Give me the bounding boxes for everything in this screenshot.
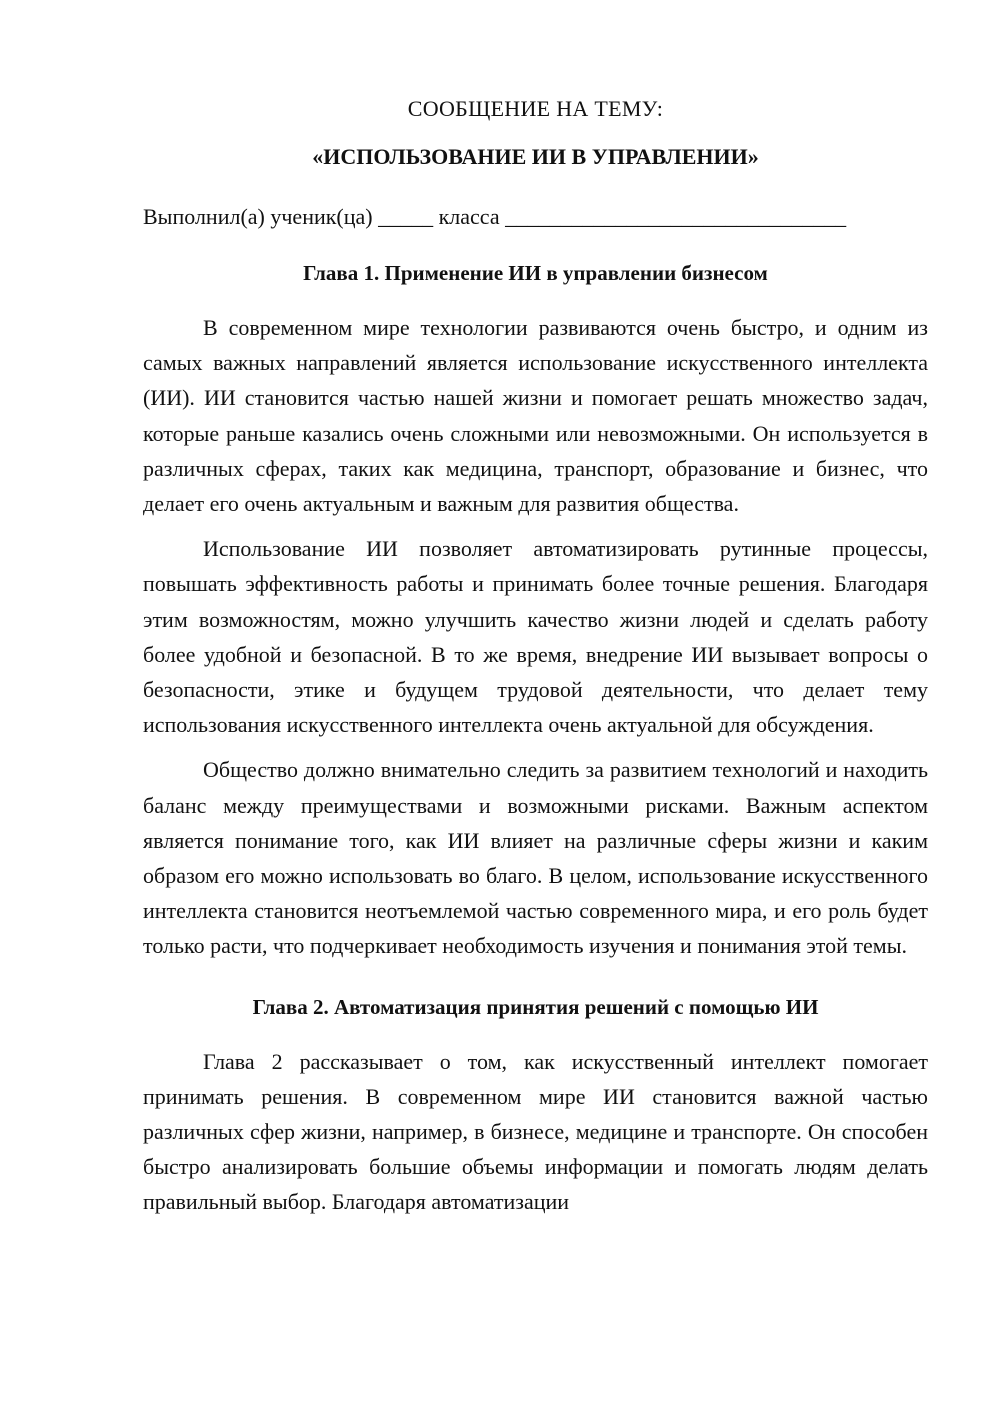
document-title: «ИСПОЛЬЗОВАНИЕ ИИ В УПРАВЛЕНИИ» <box>312 144 759 169</box>
chapter-2 <box>143 990 928 1220</box>
chapter-1-paragraph-3: Общество должно внимательно следить за развитием технологий и находить баланс между преимуществами и возможными рисками. Важным аспектом является понимание того, как ИИ влияет на различные сферы жизни и каким образом его можно использовать во благо. В целом, использование искусственного интеллекта становится неотъемлемой частью современного мира, и его роль будет только расти, что подчеркивает необходимость изучения и понимания этой темы. <box>143 757 928 959</box>
chapter-2-paragraph-1: Глава 2 рассказывает о том, как искусственный интеллект помогает принимать решения. В современном мире ИИ становится важной частью различных сфер жизни, например, в бизнесе, медицине и транспорте. Он способен быстро анализировать большие объемы информации и помогать людям делать правильный выбор. Благодаря автоматизации <box>143 1048 928 1215</box>
document-page <box>143 92 928 1220</box>
chapter-1 <box>143 256 928 964</box>
chapter-1-heading: Глава 1. Применение ИИ в управлении бизнесом <box>303 261 768 285</box>
chapter-2-heading: Глава 2. Автоматизация принятия решений с помощью ИИ <box>252 994 819 1019</box>
chapter-1-paragraph-2: Использование ИИ позволяет автоматизировать рутинные процессы, повышать эффективность работы и принимать более точные решения. Благодаря этим возможностям, можно улучшить качество жизни людей и сделать работу более удобной и безопасной. В то же время, внедрение ИИ вызывает вопросы о безопасности, этике и будущем трудовой деятельности, что делает тему использования искусственного интеллекта очень актуальной для обсуждения. <box>143 536 928 738</box>
student-line: Выполнил(а) ученик(ца) _____ класса _______________________________ <box>143 204 847 229</box>
chapter-1-paragraph-1: В современном мире технологии развиваются очень быстро, и одним из самых важных направлений является использование искусственного интеллекта (ИИ). ИИ становится частью нашей жизни и помогает решать множество задач, которые раньше казались очень сложными или невозможными. Он используется в различных сферах, таких как медицина, транспорт, образование и бизнес, что делает его очень актуальным и важным для развития общества. <box>143 315 928 517</box>
topic-label: СООБЩЕНИЕ НА ТЕМУ: <box>407 96 664 121</box>
